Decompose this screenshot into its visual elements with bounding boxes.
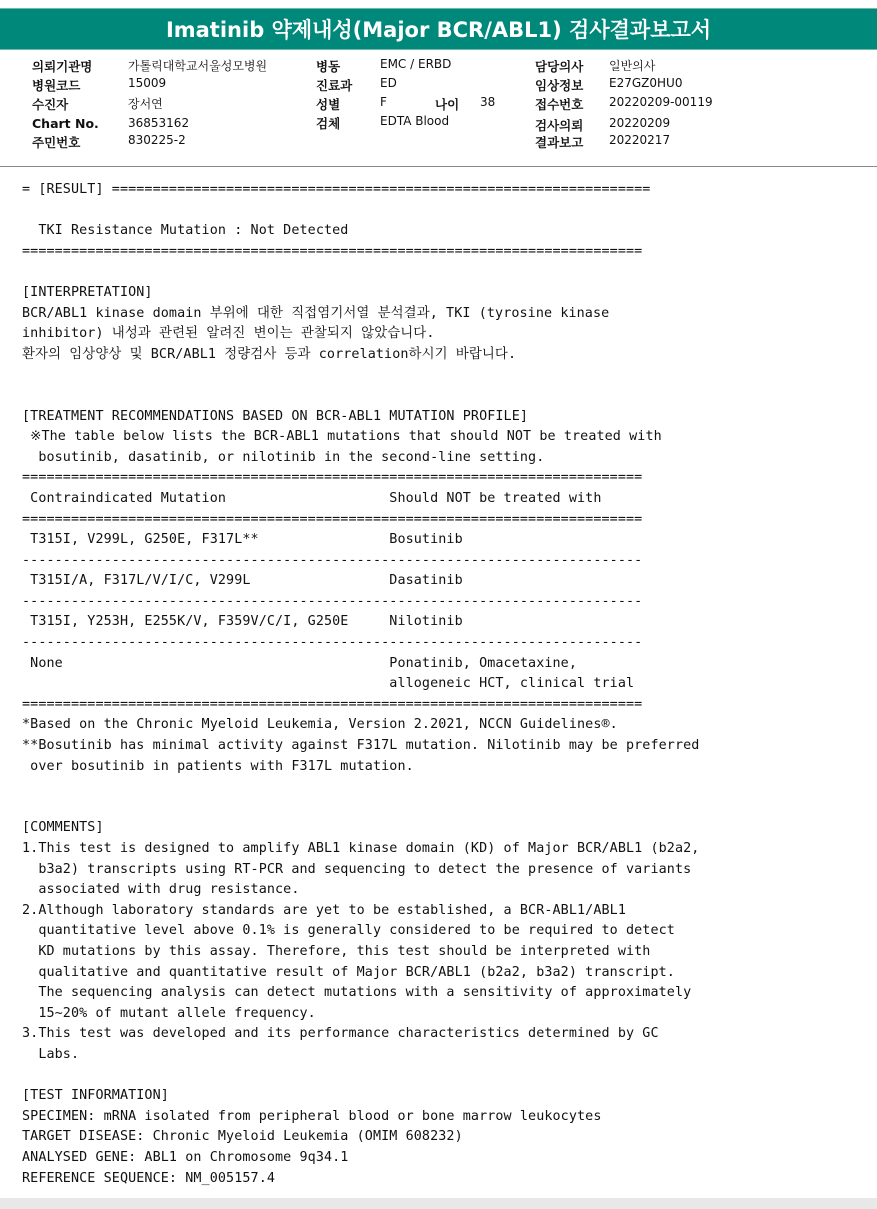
report-line: 15~20% of mutant allele frequency. <box>22 1005 316 1021</box>
info-label: 진료과 <box>316 78 353 93</box>
report-line: [INTERPRETATION] <box>22 284 153 300</box>
report-line: 3.This test was developed and its performance characteristics determined by GC <box>22 1026 659 1042</box>
info-value: 20220209-00119 <box>609 95 713 109</box>
report-line: SPECIMEN: mRNA isolated from peripheral blood or bone marrow leukocytes <box>22 1108 602 1124</box>
info-label: 성별 <box>316 97 341 112</box>
report-line: T315I, V299L, G250E, F317L** Bosutinib <box>22 532 463 548</box>
report-line <box>22 201 872 222</box>
report-line: *Based on the Chronic Myeloid Leukemia, Version 2.2021, NCCN Guidelines®. <box>22 717 618 733</box>
report-line: Labs. <box>22 1046 80 1062</box>
report-line: REFERENCE SEQUENCE: NM_005157.4 <box>22 1170 276 1186</box>
report-line: ============================================================================ <box>22 243 643 259</box>
info-label: 의뢰기관명 <box>32 59 93 74</box>
report-line: ANALYSED GENE: ABL1 on Chromosome 9q34.1 <box>22 1149 349 1165</box>
report-line: 1.This test is designed to amplify ABL1 kinase domain (KD) of Major BCR/ABL1 (b2a2, <box>22 841 700 856</box>
report-line: ============================================================================ <box>22 511 643 527</box>
report-line <box>22 386 872 407</box>
report-line: bosutinib, dasatinib, or nilotinib in the second-line setting. <box>22 449 545 465</box>
report-line <box>22 262 872 283</box>
info-label: 접수번호 <box>535 97 584 112</box>
report-line: T315I, Y253H, E255K/V, F359V/C/I, G250E Nilotinib <box>22 614 463 630</box>
report-line: 환자의 임상양상 및 BCR/ABL1 정량검사 등과 correlation하시기 바랍니다. <box>22 346 517 362</box>
report-line: inhibitor) 내성과 관련된 알려진 변이는 관찰되지 않았습니다. <box>22 326 435 342</box>
info-value: EDTA Blood <box>380 114 450 128</box>
report-line: b3a2) transcripts using RT-PCR and sequencing to detect the presence of variants <box>22 861 692 877</box>
report-title: Imatinib 약제내성(Major BCR/ABL1) 검사결과보고서 <box>165 18 712 42</box>
patient-info-panel <box>0 50 877 167</box>
info-label-age: 나이 <box>435 97 460 112</box>
info-value: 20220217 <box>609 133 671 147</box>
info-value: 장서연 <box>128 97 163 111</box>
info-label: 담당의사 <box>535 59 584 74</box>
info-value: 가톨릭대학교서울성모병원 <box>128 59 268 73</box>
info-label: 주민번호 <box>32 135 81 150</box>
report-line <box>22 798 872 819</box>
report-line: None Ponatinib, Omacetaxine, <box>22 655 578 671</box>
report-line: ※The table below lists the BCR-ABL1 mutations that should NOT be treated with <box>22 429 662 445</box>
info-value: 일반의사 <box>609 59 656 73</box>
report-line: BCR/ABL1 kinase domain 부위에 대한 직접염기서열 분석결과, TKI (tyrosine kinase <box>22 305 610 321</box>
report-line: associated with drug resistance. <box>22 882 300 898</box>
info-value: F <box>380 95 387 109</box>
report-line: TKI Resistance Mutation : Not Detected <box>22 223 349 239</box>
report-line: **Bosutinib has minimal activity against F317L mutation. Nilotinib may be preferred <box>22 738 700 754</box>
info-value: EMC / ERBD <box>380 57 452 71</box>
report-line <box>22 777 872 798</box>
report-line: TARGET DISEASE: Chronic Myeloid Leukemia (OMIM 608232) <box>22 1129 463 1145</box>
report-line: [TREATMENT RECOMMENDATIONS BASED ON BCR-ABL1 MUTATION PROFILE] <box>22 408 529 424</box>
report-line <box>22 365 872 386</box>
info-label: 검사의뢰 <box>535 118 584 133</box>
report-line: The sequencing analysis can detect mutations with a sensitivity of approximately <box>22 985 692 1001</box>
report-line: [COMMENTS] <box>22 820 104 836</box>
report-line: ============================================================================ <box>22 470 643 486</box>
report-line: T315I/A, F317L/V/I/C, V299L Dasatinib <box>22 573 463 589</box>
info-value: 15009 <box>128 76 167 90</box>
report-line: KD mutations by this assay. Therefore, this test should be interpreted with <box>22 943 651 959</box>
info-label: 병원코드 <box>32 78 81 93</box>
info-value: E27GZ0HU0 <box>609 76 683 90</box>
report-line: = [RESULT] ================================================================== <box>22 182 651 197</box>
info-label: 결과보고 <box>535 135 584 150</box>
report-line: ---------------------------------------------------------------------------- <box>22 552 643 568</box>
report-title-bar <box>0 8 877 50</box>
page-footer-band <box>0 1198 877 1209</box>
info-label: 병동 <box>316 59 341 74</box>
info-value: 20220209 <box>609 116 671 130</box>
report-line: ---------------------------------------------------------------------------- <box>22 593 643 609</box>
report-line: Contraindicated Mutation Should NOT be treated with <box>22 490 602 506</box>
info-label: Chart No. <box>32 116 99 131</box>
info-value: 36853162 <box>128 116 190 130</box>
report-line: quantitative level above 0.1% is generally considered to be required to detect <box>22 923 675 939</box>
info-label: 임상정보 <box>535 78 584 93</box>
info-value: ED <box>380 76 397 90</box>
report-line: allogeneic HCT, clinical trial <box>22 676 635 692</box>
report-line: ---------------------------------------------------------------------------- <box>22 635 643 651</box>
report-line: ============================================================================ <box>22 696 643 712</box>
report-line: over bosutinib in patients with F317L mutation. <box>22 758 414 774</box>
report-line: 2.Although laboratory standards are yet to be established, a BCR-ABL1/ABL1 <box>22 902 626 918</box>
info-label: 검체 <box>316 116 341 131</box>
info-value: 830225-2 <box>128 133 186 147</box>
report-line: qualitative and quantitative result of Major BCR/ABL1 (b2a2, b3a2) transcript. <box>22 964 675 980</box>
info-label: 수진자 <box>32 97 69 112</box>
report-line <box>22 1066 872 1087</box>
report-line: [TEST INFORMATION] <box>22 1088 169 1104</box>
info-value-age: 38 <box>480 95 496 109</box>
report-body <box>22 180 872 1189</box>
